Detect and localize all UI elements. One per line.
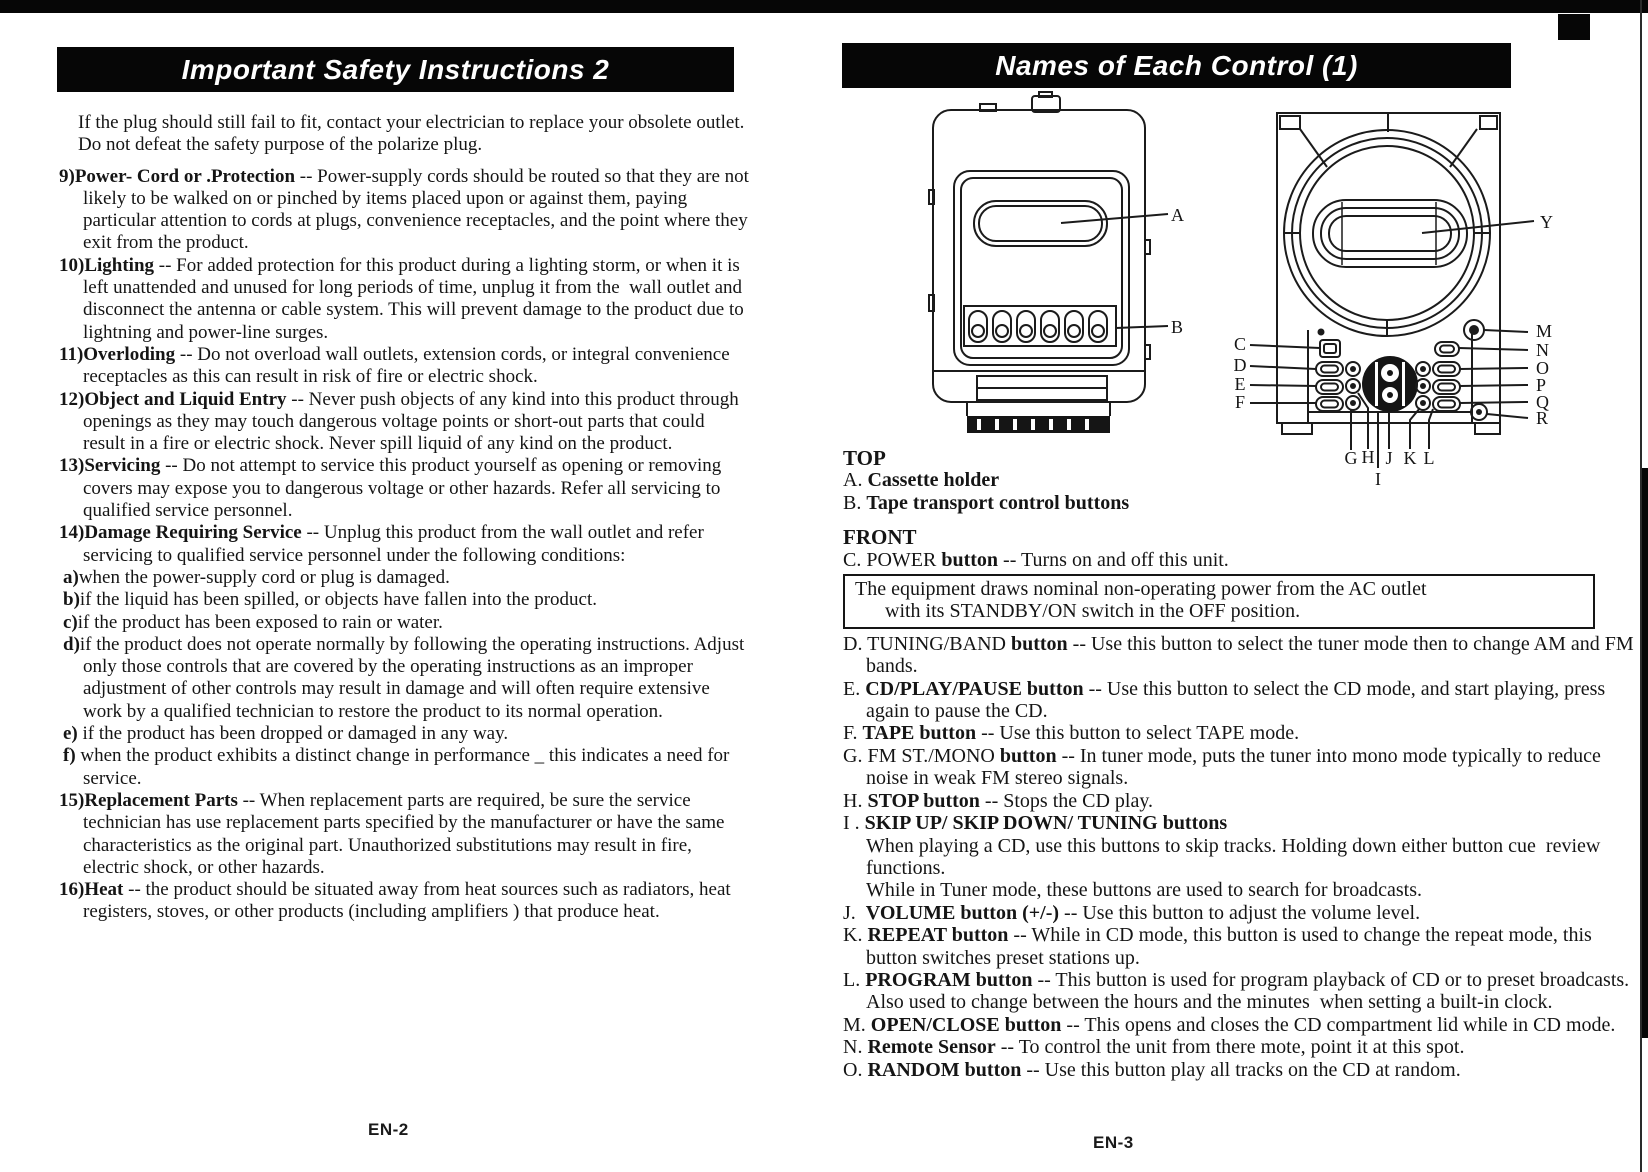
item-text: -- Turns on and off this unit. bbox=[998, 548, 1229, 571]
top-view-body bbox=[929, 92, 1168, 433]
item-letter: K. bbox=[843, 924, 868, 947]
item-letter: O. bbox=[843, 1058, 868, 1081]
left-page-number: EN-2 bbox=[368, 1120, 409, 1139]
item-name: c) bbox=[63, 611, 78, 633]
item-name: 11)Overloding bbox=[59, 343, 176, 365]
item-letter: N. bbox=[843, 1036, 868, 1059]
item-letter: D. TUNING/BAND bbox=[843, 632, 1011, 655]
top-section-title: TOP bbox=[843, 446, 886, 470]
item-letter: E. bbox=[843, 677, 866, 700]
diagram-label-p: P bbox=[1536, 375, 1547, 395]
scan-top-edge bbox=[0, 0, 1648, 13]
item-text: if the product does not operate normally by following the operating instructions. Adjust only those controls that are covered by the operating instructions as an improper adjustment of other controls may result in damage and will often require extensive work by a qualified technician to restore the product to its normal operation. bbox=[79, 633, 750, 722]
front-view-body bbox=[1250, 113, 1534, 468]
item-name: 12)Object and Liquid Entry bbox=[59, 388, 287, 410]
control-item bbox=[843, 969, 1640, 1014]
diagram-label-n: N bbox=[1536, 340, 1549, 360]
item-name: RANDOM button bbox=[867, 1058, 1022, 1081]
item-name: 10)Lighting bbox=[59, 254, 155, 276]
item-name: Remote Sensor bbox=[867, 1036, 996, 1059]
item-name: CD/PLAY/PAUSE button bbox=[865, 677, 1084, 700]
control-item bbox=[843, 790, 1640, 812]
item-name: STOP button bbox=[867, 789, 980, 812]
item-name: b) bbox=[63, 589, 80, 611]
item-text: -- Do not overload wall outlets, extension cords, or integral convenience receptacles as this can result in risk of fire or electric shock. bbox=[83, 343, 735, 388]
control-names-text bbox=[843, 447, 1640, 1081]
diagram-label-l: L bbox=[1423, 448, 1435, 468]
diagram-label-c: C bbox=[1233, 334, 1247, 354]
diagram-label-m: M bbox=[1536, 321, 1553, 341]
item-text: -- Use this button to select TAPE mode. bbox=[976, 722, 1300, 745]
item-name: Cassette holder bbox=[867, 469, 1000, 492]
power-button bbox=[1320, 340, 1340, 357]
item-name: SKIP UP/ SKIP DOWN/ TUNING buttons bbox=[864, 812, 1228, 835]
control-item-extra: While in Tuner mode, these buttons are used to search for broadcasts. bbox=[866, 879, 1422, 902]
front-view-diagram bbox=[1190, 90, 1562, 495]
section-gap bbox=[843, 514, 1640, 526]
standby-note-box bbox=[843, 574, 1595, 629]
item-letter: J. bbox=[843, 901, 866, 924]
item-text: if the product has been exposed to rain or water. bbox=[77, 611, 443, 633]
right-oval-buttons bbox=[1433, 342, 1460, 411]
safety-instruction-item bbox=[59, 790, 751, 879]
item-name: 13)Servicing bbox=[59, 455, 161, 477]
item-name: 16)Heat bbox=[59, 879, 124, 901]
item-name: button bbox=[941, 548, 999, 571]
item-name: button bbox=[1010, 632, 1068, 655]
diagram-label-j: J bbox=[1385, 448, 1393, 468]
item-name: VOLUME button (+/-) bbox=[865, 901, 1060, 924]
item-name: PROGRAM button bbox=[865, 968, 1033, 991]
diagram-label-g: G bbox=[1344, 448, 1358, 468]
safety-instruction-item bbox=[59, 165, 754, 255]
safety-instruction-item bbox=[63, 634, 751, 723]
safety-instruction-item bbox=[63, 612, 751, 634]
item-name: a) bbox=[63, 566, 79, 588]
safety-instruction-item bbox=[63, 723, 751, 745]
right-round-buttons bbox=[1416, 362, 1430, 410]
safety-instruction-item bbox=[63, 589, 751, 611]
diagram-label-y: Y bbox=[1540, 212, 1553, 232]
item-letter: I . bbox=[843, 812, 865, 835]
safety-instruction-item bbox=[59, 522, 751, 567]
item-name: 14)Damage Requiring Service bbox=[59, 522, 302, 544]
control-item bbox=[843, 678, 1640, 723]
item-text: -- When replacement parts are required, be sure the service technician has use replacement parts specified by the manufacturer or have the same characteristics as the original part. Unauthorized substitutions may result in fire, electric shock, or other hazards. bbox=[83, 789, 730, 878]
item-name: f) bbox=[63, 745, 76, 767]
item-text: -- Use this button to select the tuner mode then to change AM and FM bands. bbox=[866, 632, 1639, 678]
diagram-label-h: H bbox=[1361, 447, 1375, 467]
item-text: -- This opens and closes the CD compartment lid while in CD mode. bbox=[1061, 1013, 1616, 1036]
safety-instruction-item bbox=[63, 567, 751, 589]
safety-instruction-item bbox=[59, 455, 751, 522]
diagram-label-f: F bbox=[1234, 392, 1246, 412]
control-item-extra: When playing a CD, use this buttons to skip tracks. Holding down either button cue review functions. bbox=[866, 834, 1606, 879]
control-item-a bbox=[843, 469, 1640, 491]
control-item bbox=[843, 812, 1640, 902]
item-letter: L. bbox=[843, 968, 866, 991]
item-name: Tape transport control buttons bbox=[866, 491, 1130, 514]
item-letter: F. bbox=[843, 722, 863, 745]
item-name: d) bbox=[63, 633, 80, 655]
item-letter: H. bbox=[843, 789, 868, 812]
item-text: -- the product should be situated away from heat sources such as radiators, heat registers, stoves, or other products (including amplifiers ) that produce heat. bbox=[83, 879, 736, 923]
safety-instruction-item bbox=[63, 745, 751, 790]
standby-note-text: The equipment draws nominal non-operating power from the AC outlet with its STANDBY/ON switch in the OFF position. bbox=[855, 578, 1427, 623]
control-item bbox=[843, 924, 1640, 969]
safety-instruction-item bbox=[59, 879, 751, 924]
item-text: when the power-supply cord or plug is damaged. bbox=[78, 566, 450, 588]
power-led bbox=[1318, 329, 1325, 336]
item-text: -- In tuner mode, puts the tuner into mono mode typically to reduce noise in weak FM stereo signals. bbox=[866, 744, 1606, 790]
control-item bbox=[843, 745, 1640, 790]
diagram-label-k: K bbox=[1403, 448, 1417, 468]
diagram-label-d: D bbox=[1233, 355, 1247, 375]
item-text: -- Unplug this product from the wall outlet and refer servicing to qualified service personnel under the following conditions: bbox=[83, 522, 709, 566]
item-text: -- Do not attempt to service this product yourself as opening or removing covers may expose you to dangerous voltage or other hazards. Refer all servicing to qualified service personnel. bbox=[83, 455, 726, 522]
open-close-knob bbox=[1464, 320, 1484, 340]
control-item bbox=[843, 722, 1640, 744]
diagram-label-e: E bbox=[1234, 374, 1246, 394]
control-item-b bbox=[843, 492, 1640, 514]
top-view-diagram bbox=[865, 90, 1200, 450]
random-knob bbox=[1471, 404, 1487, 420]
control-item bbox=[843, 1059, 1640, 1081]
item-text: -- While in CD mode, this button is used to change the repeat mode, this button switches preset stations up. bbox=[866, 924, 1597, 969]
safety-instructions-text bbox=[59, 112, 754, 924]
item-letter: G. FM ST./MONO bbox=[843, 744, 1000, 767]
item-name: 9)Power- Cord or .Protection bbox=[59, 165, 296, 187]
item-letter: A. bbox=[843, 469, 868, 492]
safety-item-list bbox=[59, 165, 754, 924]
diagram-label-q: Q bbox=[1536, 392, 1549, 412]
item-text: if the product has been dropped or damaged in any way. bbox=[77, 723, 509, 745]
front-section-title: FRONT bbox=[843, 525, 917, 550]
diagram-label-a: A bbox=[1171, 205, 1184, 225]
diagram-label-b: B bbox=[1171, 317, 1184, 337]
item-name: TAPE button bbox=[862, 722, 977, 745]
item-text: -- Power-supply cords should be routed so that they are not likely to be walked on or pinched by items placed upon or against them, paying particular attention to cords at plugs, convenience receptacles, and the point where they exit from the product. bbox=[83, 165, 754, 254]
center-jog-knob bbox=[1362, 356, 1418, 412]
scan-corner-artifact bbox=[1558, 14, 1590, 40]
item-text: -- Never push objects of any kind into this product through openings as they may touch dangerous voltage points or short-out parts that could result in a fire or electric shock. Never spill liquid of any kind on the product. bbox=[83, 388, 744, 455]
item-text: -- Stops the CD play. bbox=[979, 789, 1154, 812]
diagram-label-i: I bbox=[1375, 469, 1381, 489]
safety-instruction-item bbox=[59, 389, 751, 456]
control-item bbox=[843, 633, 1640, 678]
left-oval-buttons bbox=[1316, 362, 1343, 411]
item-text: when the product exhibits a distinct change in performance _ this indicates a need for service. bbox=[75, 745, 735, 789]
control-item-list bbox=[843, 633, 1640, 1081]
left-round-buttons bbox=[1346, 362, 1360, 410]
control-item-c bbox=[843, 549, 1640, 571]
tape-transport-buttons bbox=[964, 306, 1116, 346]
item-text: -- Use this button play all tracks on the CD at random. bbox=[1021, 1058, 1461, 1081]
diagram-label-o: O bbox=[1536, 358, 1549, 378]
diagram-label-r: R bbox=[1536, 408, 1549, 428]
item-text: -- Use this button to select the CD mode, and start playing, press again to pause the CD. bbox=[866, 677, 1611, 723]
safety-instruction-item bbox=[59, 255, 751, 344]
item-text: -- This button is used for program playback of CD or to preset broadcasts. Also used to change between the hours and the minutes when setting a built-in clock. bbox=[866, 968, 1634, 1014]
item-name: 15)Replacement Parts bbox=[59, 789, 238, 811]
control-item bbox=[843, 1036, 1640, 1058]
item-letter: C. POWER bbox=[843, 548, 942, 571]
item-name: REPEAT button bbox=[867, 924, 1009, 947]
item-name: OPEN/CLOSE button bbox=[870, 1013, 1062, 1036]
item-text: if the liquid has been spilled, or objects have fallen into the product. bbox=[79, 589, 597, 611]
cassette-holder-window bbox=[974, 201, 1107, 246]
cd-window bbox=[1313, 200, 1467, 267]
scan-right-edge-band bbox=[1642, 468, 1648, 1038]
left-page-title: Important Safety Instructions 2 bbox=[57, 47, 734, 92]
right-page-title: Names of Each Control (1) bbox=[842, 43, 1511, 88]
control-item bbox=[843, 902, 1640, 924]
intro-paragraph: If the plug should still fail to fit, contact your electrician to replace your obsolete outlet. Do not defeat the safety purpose of the polarize plug. bbox=[78, 112, 750, 156]
item-text: -- To control the unit from there mote, point it at this spot. bbox=[995, 1036, 1465, 1059]
item-name: e) bbox=[63, 723, 78, 745]
item-text: -- For added protection for this product during a lighting storm, or when it is left unattended and unused for long periods of time, unplug it from the wall outlet and disconnect the antenna or cable system. This will prevent damage to the product due to lightning and power-line surges. bbox=[83, 254, 749, 343]
item-name: button bbox=[999, 744, 1057, 767]
right-page-number: EN-3 bbox=[1093, 1133, 1134, 1152]
safety-instruction-item bbox=[59, 344, 751, 389]
item-letter: B. bbox=[843, 491, 867, 514]
item-text: -- Use this button to adjust the volume level. bbox=[1059, 901, 1421, 924]
control-item bbox=[843, 1014, 1640, 1036]
item-letter: M. bbox=[843, 1013, 871, 1036]
